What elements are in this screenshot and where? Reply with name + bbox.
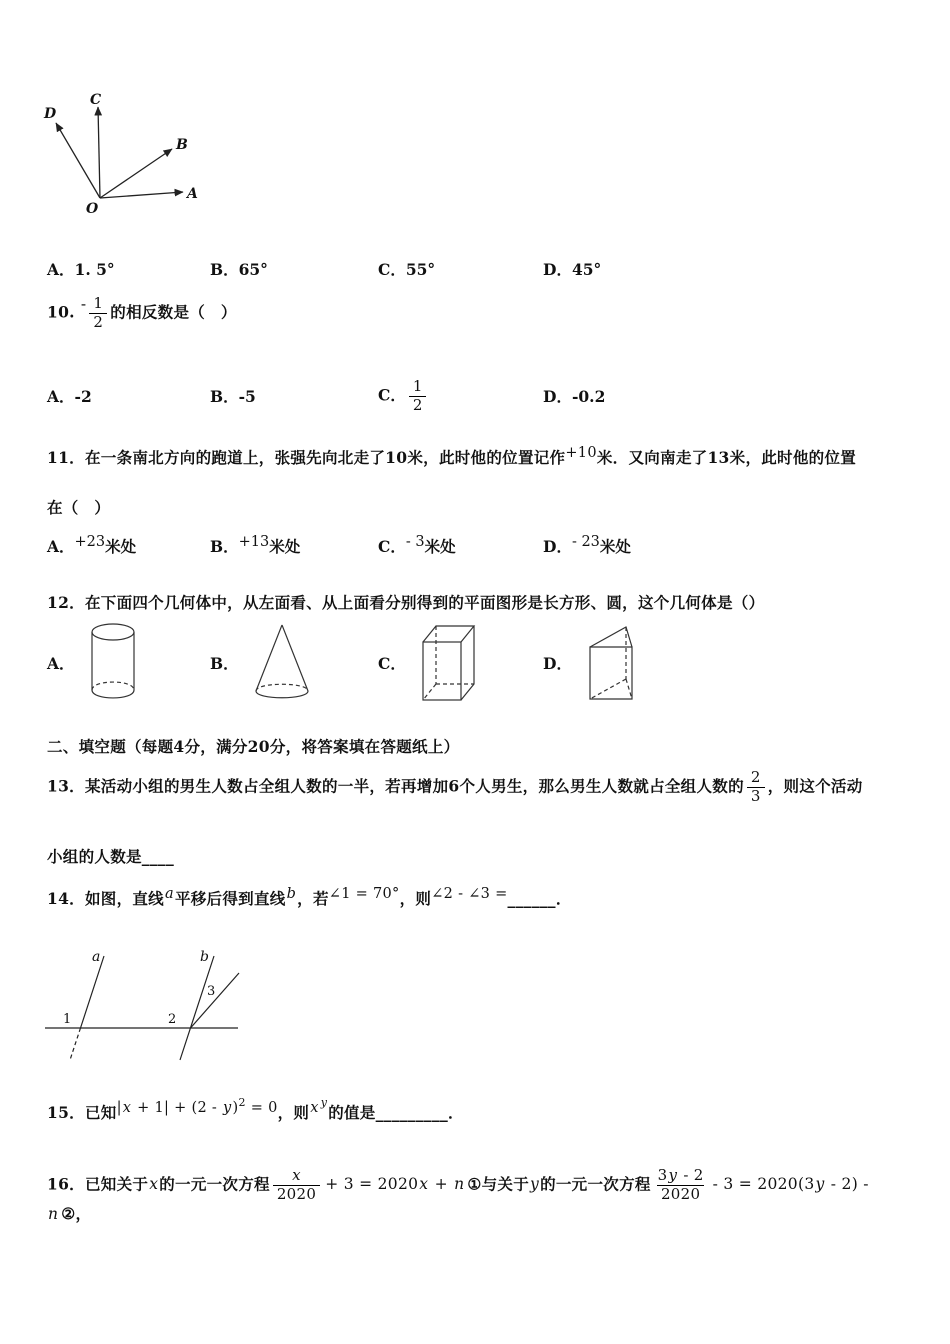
q11-number: 11． bbox=[47, 448, 85, 467]
q15-text-3: 的值是_________． bbox=[328, 1103, 464, 1122]
eq1-part: + 3 = 2020 bbox=[325, 1175, 419, 1194]
point-label-D: D bbox=[44, 106, 57, 122]
option-letter: D． bbox=[543, 387, 572, 406]
eq1-part: + bbox=[429, 1175, 454, 1194]
equals-zero: = 0 bbox=[245, 1100, 278, 1116]
option-letter: D． bbox=[543, 537, 572, 556]
denominator: 3 bbox=[747, 787, 765, 805]
q10-option-a bbox=[47, 385, 210, 407]
option-text: 55° bbox=[405, 260, 436, 279]
option-superscript: - 23 bbox=[571, 534, 600, 550]
q10-text: 的相反数是（ ） bbox=[110, 302, 237, 322]
ray-OA bbox=[100, 192, 183, 198]
variable-n: n bbox=[454, 1175, 465, 1194]
q16-text-3: 与关于 bbox=[481, 1174, 529, 1194]
option-letter: B． bbox=[210, 537, 239, 556]
option-text: -2 bbox=[74, 387, 92, 406]
denominator: 2 bbox=[89, 313, 107, 331]
line-a bbox=[81, 956, 105, 1028]
option-superscript: +23 bbox=[74, 534, 106, 550]
variable-y: y bbox=[815, 1175, 825, 1194]
option-letter: B． bbox=[210, 654, 239, 673]
q9-option-c bbox=[378, 258, 543, 280]
option-letter: A． bbox=[47, 537, 75, 556]
q9-options bbox=[47, 258, 910, 280]
q11-option-d bbox=[543, 535, 910, 557]
question-11-line1 bbox=[47, 447, 910, 470]
fraction-one-half bbox=[89, 296, 107, 331]
ray-OC bbox=[98, 107, 100, 198]
line-a-extension bbox=[70, 1028, 81, 1060]
base-x: x bbox=[310, 1100, 319, 1116]
option-text: 米处 bbox=[105, 537, 137, 556]
power-y: y bbox=[320, 1096, 328, 1110]
q14-text-4: ，则 bbox=[399, 889, 432, 908]
q12-number: 12． bbox=[47, 593, 85, 612]
option-text: 米处 bbox=[599, 537, 631, 556]
q11-option-b bbox=[210, 535, 378, 557]
q11-option-c bbox=[378, 535, 543, 557]
variable-y: y bbox=[223, 1100, 232, 1116]
option-letter: A． bbox=[47, 260, 75, 279]
q11-option-a bbox=[47, 535, 210, 557]
q11-options bbox=[47, 535, 910, 557]
q16-text-1: 已知关于 bbox=[84, 1174, 149, 1194]
q15-text-1: 已知 bbox=[84, 1103, 117, 1122]
circled-2: ②， bbox=[61, 1203, 92, 1223]
q14-text-3: ，若 bbox=[297, 889, 329, 908]
denominator: 2 bbox=[409, 396, 427, 414]
q11-text-a: 在一条南北方向的跑道上，张强先向北走了10米，此时他的位置记作 bbox=[84, 448, 566, 467]
numerator: x bbox=[292, 1166, 301, 1184]
question-10 bbox=[47, 296, 910, 331]
fraction-two-thirds bbox=[747, 770, 765, 805]
numerator bbox=[654, 1168, 708, 1185]
variable-y: y bbox=[668, 1166, 678, 1184]
q14-text-1: 如图，直线 bbox=[84, 889, 164, 908]
line-a-variable: a bbox=[165, 886, 174, 902]
denominator: 2020 bbox=[273, 1185, 320, 1203]
equation-middle: + 1| + (2 - bbox=[132, 1100, 223, 1116]
label-b: b bbox=[200, 949, 209, 965]
q12-option-b bbox=[210, 621, 378, 705]
option-letter: B． bbox=[210, 260, 239, 279]
q14-text-2: 平移后得到直线 bbox=[174, 889, 286, 908]
option-text: 米处 bbox=[269, 537, 301, 556]
q12-option-a bbox=[47, 621, 210, 705]
question-13-line2: 小组的人数是____ bbox=[47, 847, 175, 866]
num-part: 3 bbox=[657, 1166, 668, 1184]
variable-x: x bbox=[149, 1175, 159, 1194]
option-superscript: - 3 bbox=[405, 534, 425, 550]
ray-OB bbox=[100, 149, 172, 198]
q15-text-2: ，则 bbox=[277, 1103, 310, 1122]
fraction-3y-2-over-2020 bbox=[654, 1168, 708, 1203]
denominator: 2020 bbox=[657, 1185, 704, 1203]
q9-option-a bbox=[47, 258, 210, 280]
numerator: 1 bbox=[93, 294, 104, 312]
q16-number: 16． bbox=[47, 1174, 85, 1194]
q9-option-b bbox=[210, 258, 378, 280]
q16-text-4: 的一元一次方程 bbox=[540, 1174, 651, 1194]
cone-figure bbox=[249, 621, 315, 705]
cylinder-figure bbox=[85, 621, 141, 705]
q14-equation-2: ∠2 - ∠3 = bbox=[431, 886, 508, 902]
option-letter: B． bbox=[210, 387, 239, 406]
option-text: 45° bbox=[571, 260, 602, 279]
q14-lines-figure bbox=[42, 948, 910, 1068]
option-letter: C． bbox=[378, 260, 406, 279]
q16-text-2: 的一元一次方程 bbox=[159, 1174, 270, 1194]
circled-1: ① bbox=[467, 1174, 482, 1194]
point-label-C: C bbox=[90, 92, 102, 108]
variable-x: x bbox=[122, 1100, 132, 1116]
paren-close: ) bbox=[232, 1100, 239, 1116]
option-superscript: +13 bbox=[238, 534, 270, 550]
numerator: 1 bbox=[412, 376, 423, 395]
q9-option-d bbox=[543, 258, 910, 280]
variable-x: x bbox=[419, 1175, 429, 1194]
q10-option-c bbox=[378, 376, 543, 414]
option-text: 米处 bbox=[424, 537, 456, 556]
q13-number: 13． bbox=[47, 776, 85, 796]
eq2-part: - 2) - bbox=[825, 1175, 869, 1194]
section-2-header: 二、填空题（每题4分，满分20分，将答案填在答题纸上） bbox=[47, 737, 460, 756]
angle-2-label: 2 bbox=[168, 1012, 177, 1027]
question-11-line2: 在（ ） bbox=[47, 498, 111, 517]
bent-ray bbox=[191, 973, 240, 1028]
question-13-line1 bbox=[47, 770, 910, 805]
option-text: 1. 5° bbox=[74, 260, 115, 279]
option-letter: A． bbox=[47, 654, 75, 673]
option-letter: C． bbox=[378, 385, 406, 404]
option-text: -0.2 bbox=[571, 387, 606, 406]
option-letter: D． bbox=[543, 654, 572, 673]
q14-blank: ______． bbox=[507, 889, 572, 908]
option-letter: A． bbox=[47, 387, 75, 406]
x-power-y bbox=[309, 1096, 328, 1116]
q12-figures bbox=[47, 620, 910, 706]
q10-option-d bbox=[543, 385, 910, 407]
option-letter: D． bbox=[543, 260, 572, 279]
cuboid-figure bbox=[416, 620, 480, 706]
variable-y: y bbox=[530, 1175, 540, 1194]
q13-text-b: ，则这个活动 bbox=[767, 776, 863, 796]
point-label-O: O bbox=[86, 201, 99, 216]
option-text: -5 bbox=[238, 387, 256, 406]
variable-n: n bbox=[48, 1204, 59, 1223]
q14-number: 14． bbox=[47, 889, 85, 908]
exponent-2: 2 bbox=[238, 1096, 246, 1110]
q10-number: 10. bbox=[47, 302, 75, 322]
q13-text-a: 某活动小组的男生人数占全组人数的一半，若再增加6个人男生，那么男生人数就占全组人数的 bbox=[84, 776, 744, 796]
q10-options bbox=[47, 372, 910, 420]
q10-option-b bbox=[210, 385, 378, 407]
point-label-B: B bbox=[176, 137, 188, 153]
angle-rays-diagram bbox=[42, 92, 207, 216]
line-b-variable: b bbox=[286, 886, 297, 902]
eq2-part: - 3 = 2020(3 bbox=[712, 1175, 815, 1194]
q15-number: 15． bbox=[47, 1103, 85, 1122]
option-letter: C． bbox=[378, 654, 406, 673]
abs-open: | bbox=[116, 1100, 122, 1116]
num-part: - 2 bbox=[678, 1166, 704, 1184]
parallel-lines-diagram bbox=[42, 948, 247, 1064]
angle-1-label: 1 bbox=[63, 1012, 72, 1027]
question-12 bbox=[47, 592, 910, 614]
q12-option-c bbox=[378, 620, 543, 706]
point-label-A: A bbox=[187, 186, 198, 202]
option-text: 65° bbox=[238, 260, 268, 279]
q12-option-d bbox=[543, 621, 910, 705]
question-14 bbox=[47, 888, 910, 911]
question-15 bbox=[47, 1096, 910, 1125]
fraction-x-over-2020 bbox=[273, 1168, 320, 1203]
angle-3-label: 3 bbox=[207, 984, 216, 999]
label-a: a bbox=[92, 949, 101, 965]
question-16 bbox=[47, 1168, 910, 1225]
option-letter: C． bbox=[378, 537, 406, 556]
equation-1-rest bbox=[325, 1175, 465, 1193]
triangular-prism-figure bbox=[582, 621, 642, 705]
q14-equation-1: ∠1 = 70° bbox=[328, 886, 400, 902]
fraction-one-half bbox=[409, 376, 427, 414]
q12-text: 在下面四个几何体中，从左面看、从上面看分别得到的平面图形是长方形、圆，这个几何体是（） bbox=[84, 593, 765, 612]
ray-OD bbox=[56, 123, 100, 198]
numerator: 2 bbox=[750, 768, 761, 786]
q9-angle-figure bbox=[42, 92, 910, 220]
q11-superscript: +10 bbox=[565, 445, 597, 461]
q11-text-b: 米．又向南走了13米，此时他的位置 bbox=[596, 448, 857, 467]
q15-equation bbox=[116, 1096, 278, 1116]
minus-sign: - bbox=[80, 295, 87, 314]
